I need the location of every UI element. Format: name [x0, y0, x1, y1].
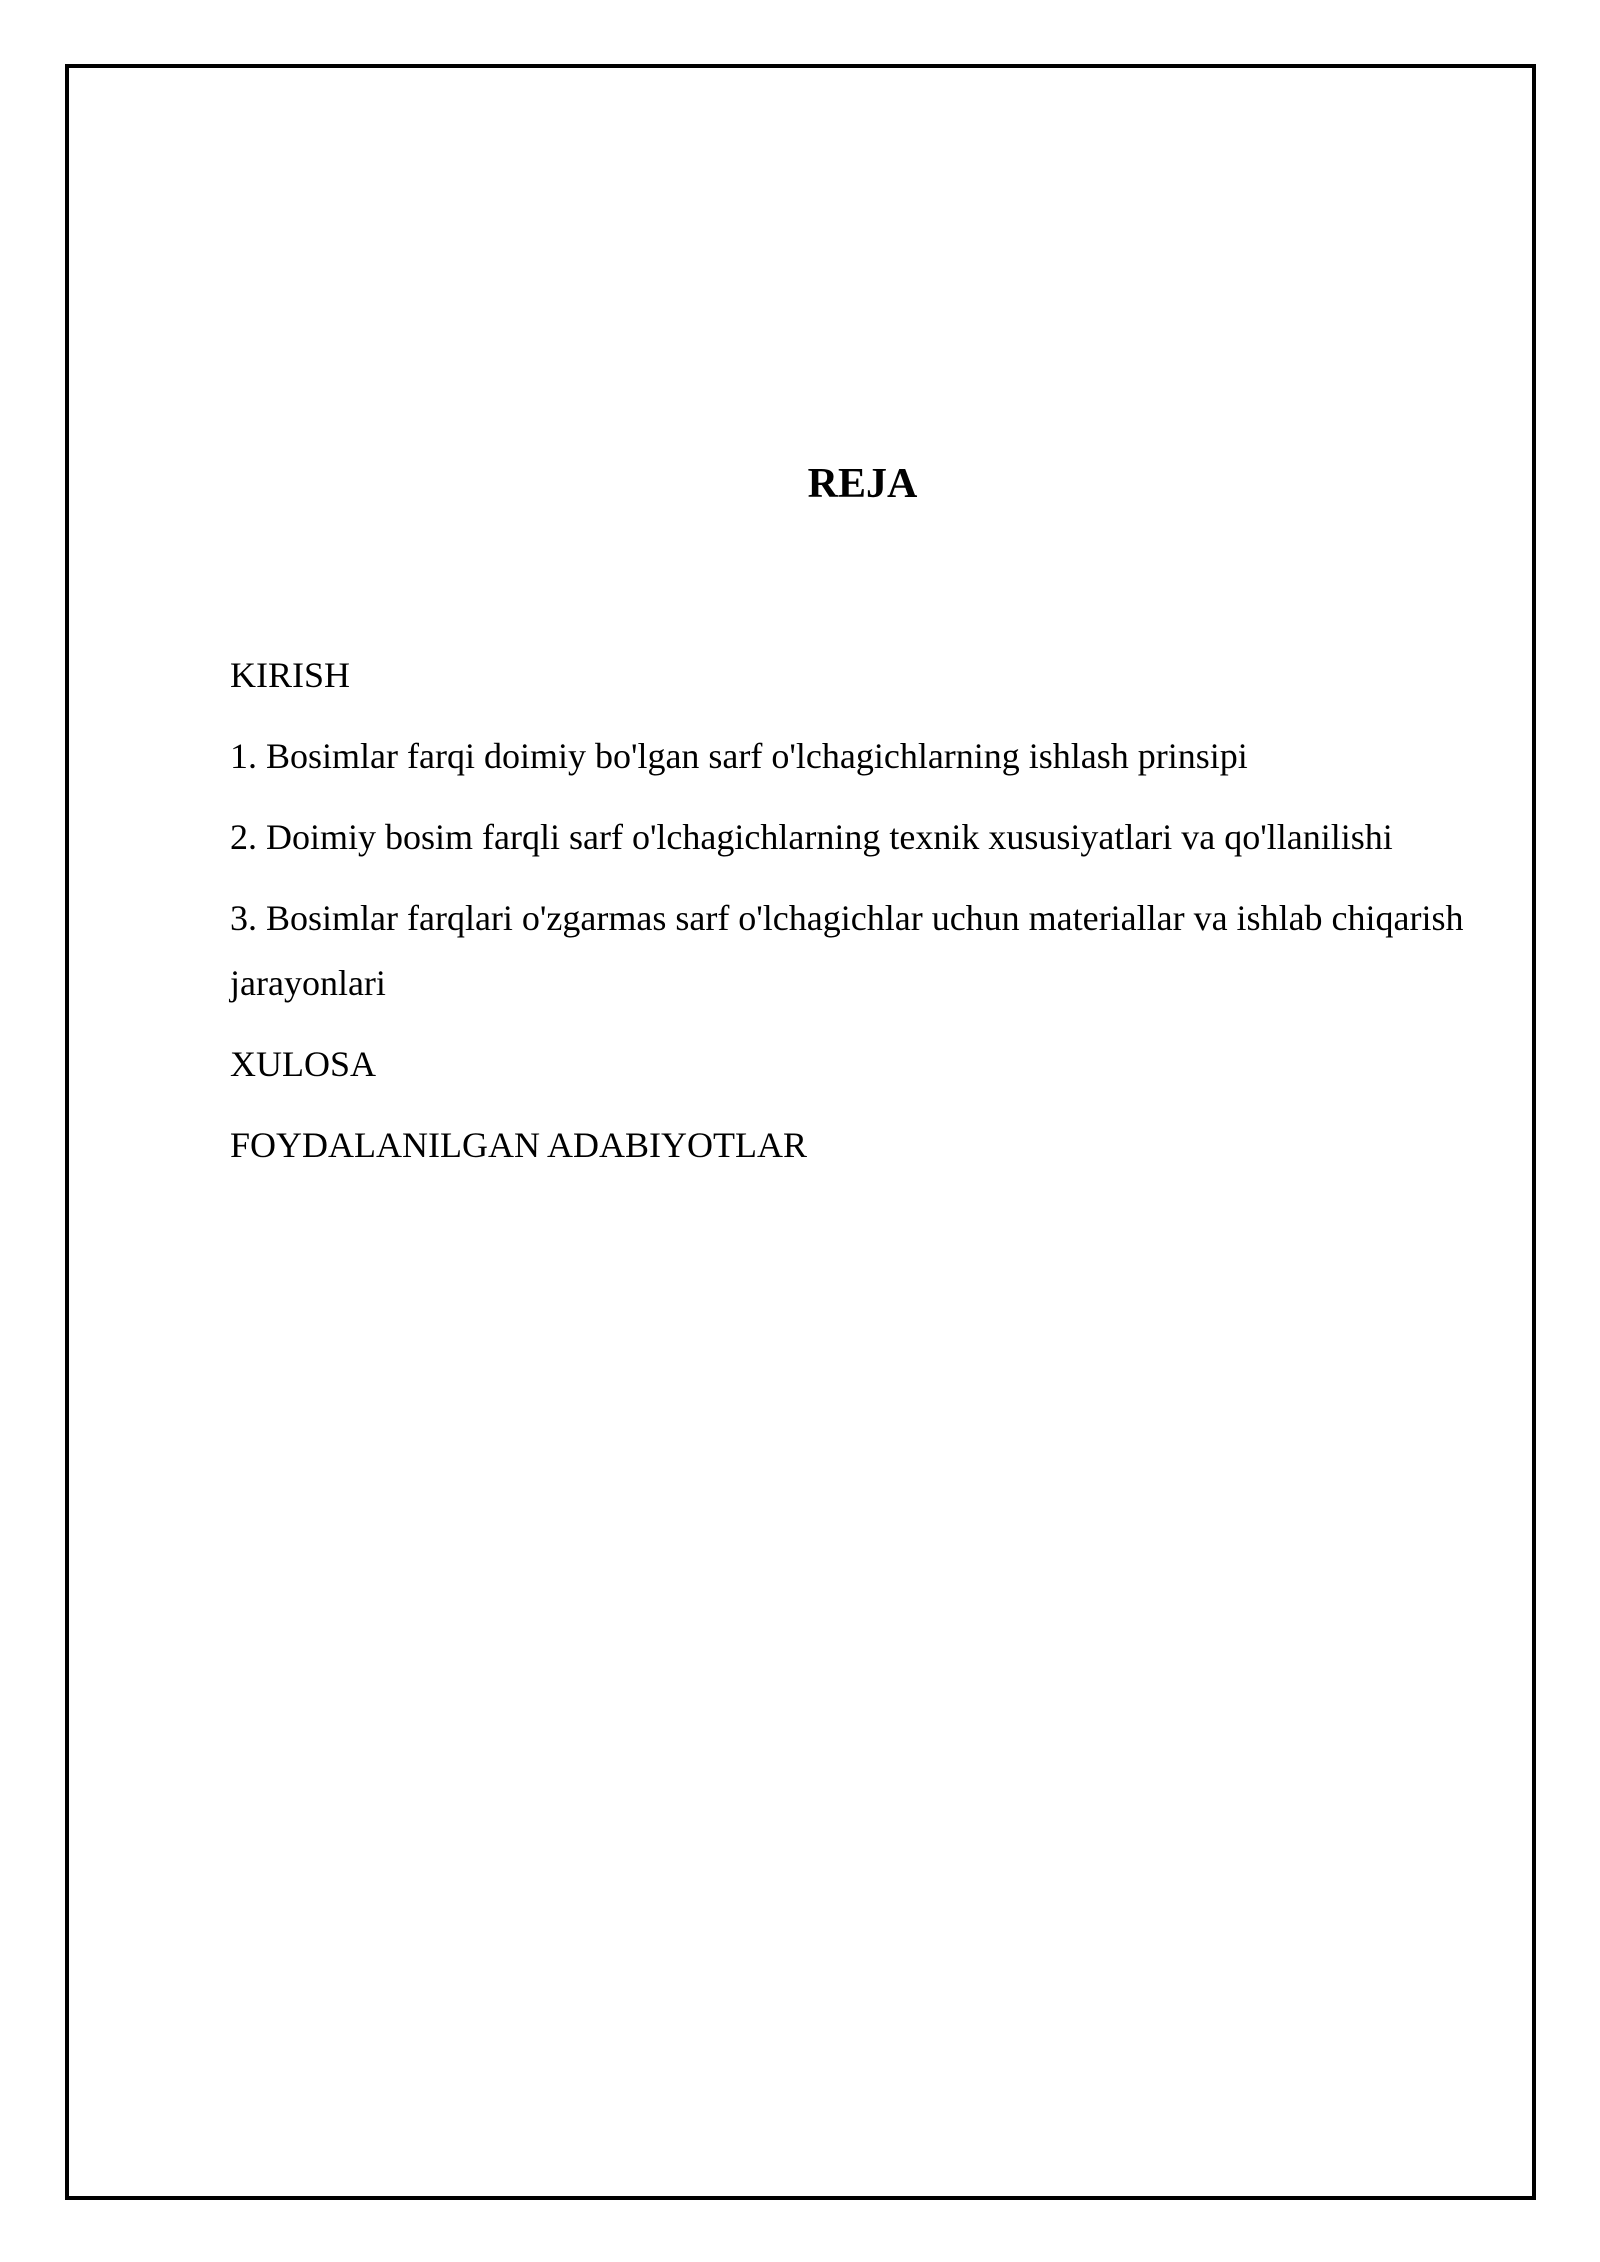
toc-item-introduction: KIRISH [230, 655, 351, 695]
toc-item-section-1: 1. Bosimlar farqi doimiy bo'lgan sarf o'lchagichlarning ishlash prinsipi [230, 736, 1248, 776]
table-of-contents [230, 643, 1470, 1194]
toc-item-section-2: 2. Doimiy bosim farqli sarf o'lchagichlarning texnik xususiyatlari va qo'llanilishi [230, 817, 1393, 857]
page-title: REJA [807, 461, 918, 507]
toc-item-section-3: 3. Bosimlar farqlari o'zgarmas sarf o'lchagichlar uchun materiallar va ishlab chiqarish jarayonlari [230, 898, 1464, 1003]
toc-item-conclusion: XULOSA [230, 1044, 377, 1084]
toc-item-references: FOYDALANILGAN ADABIYOTLAR [230, 1125, 807, 1165]
